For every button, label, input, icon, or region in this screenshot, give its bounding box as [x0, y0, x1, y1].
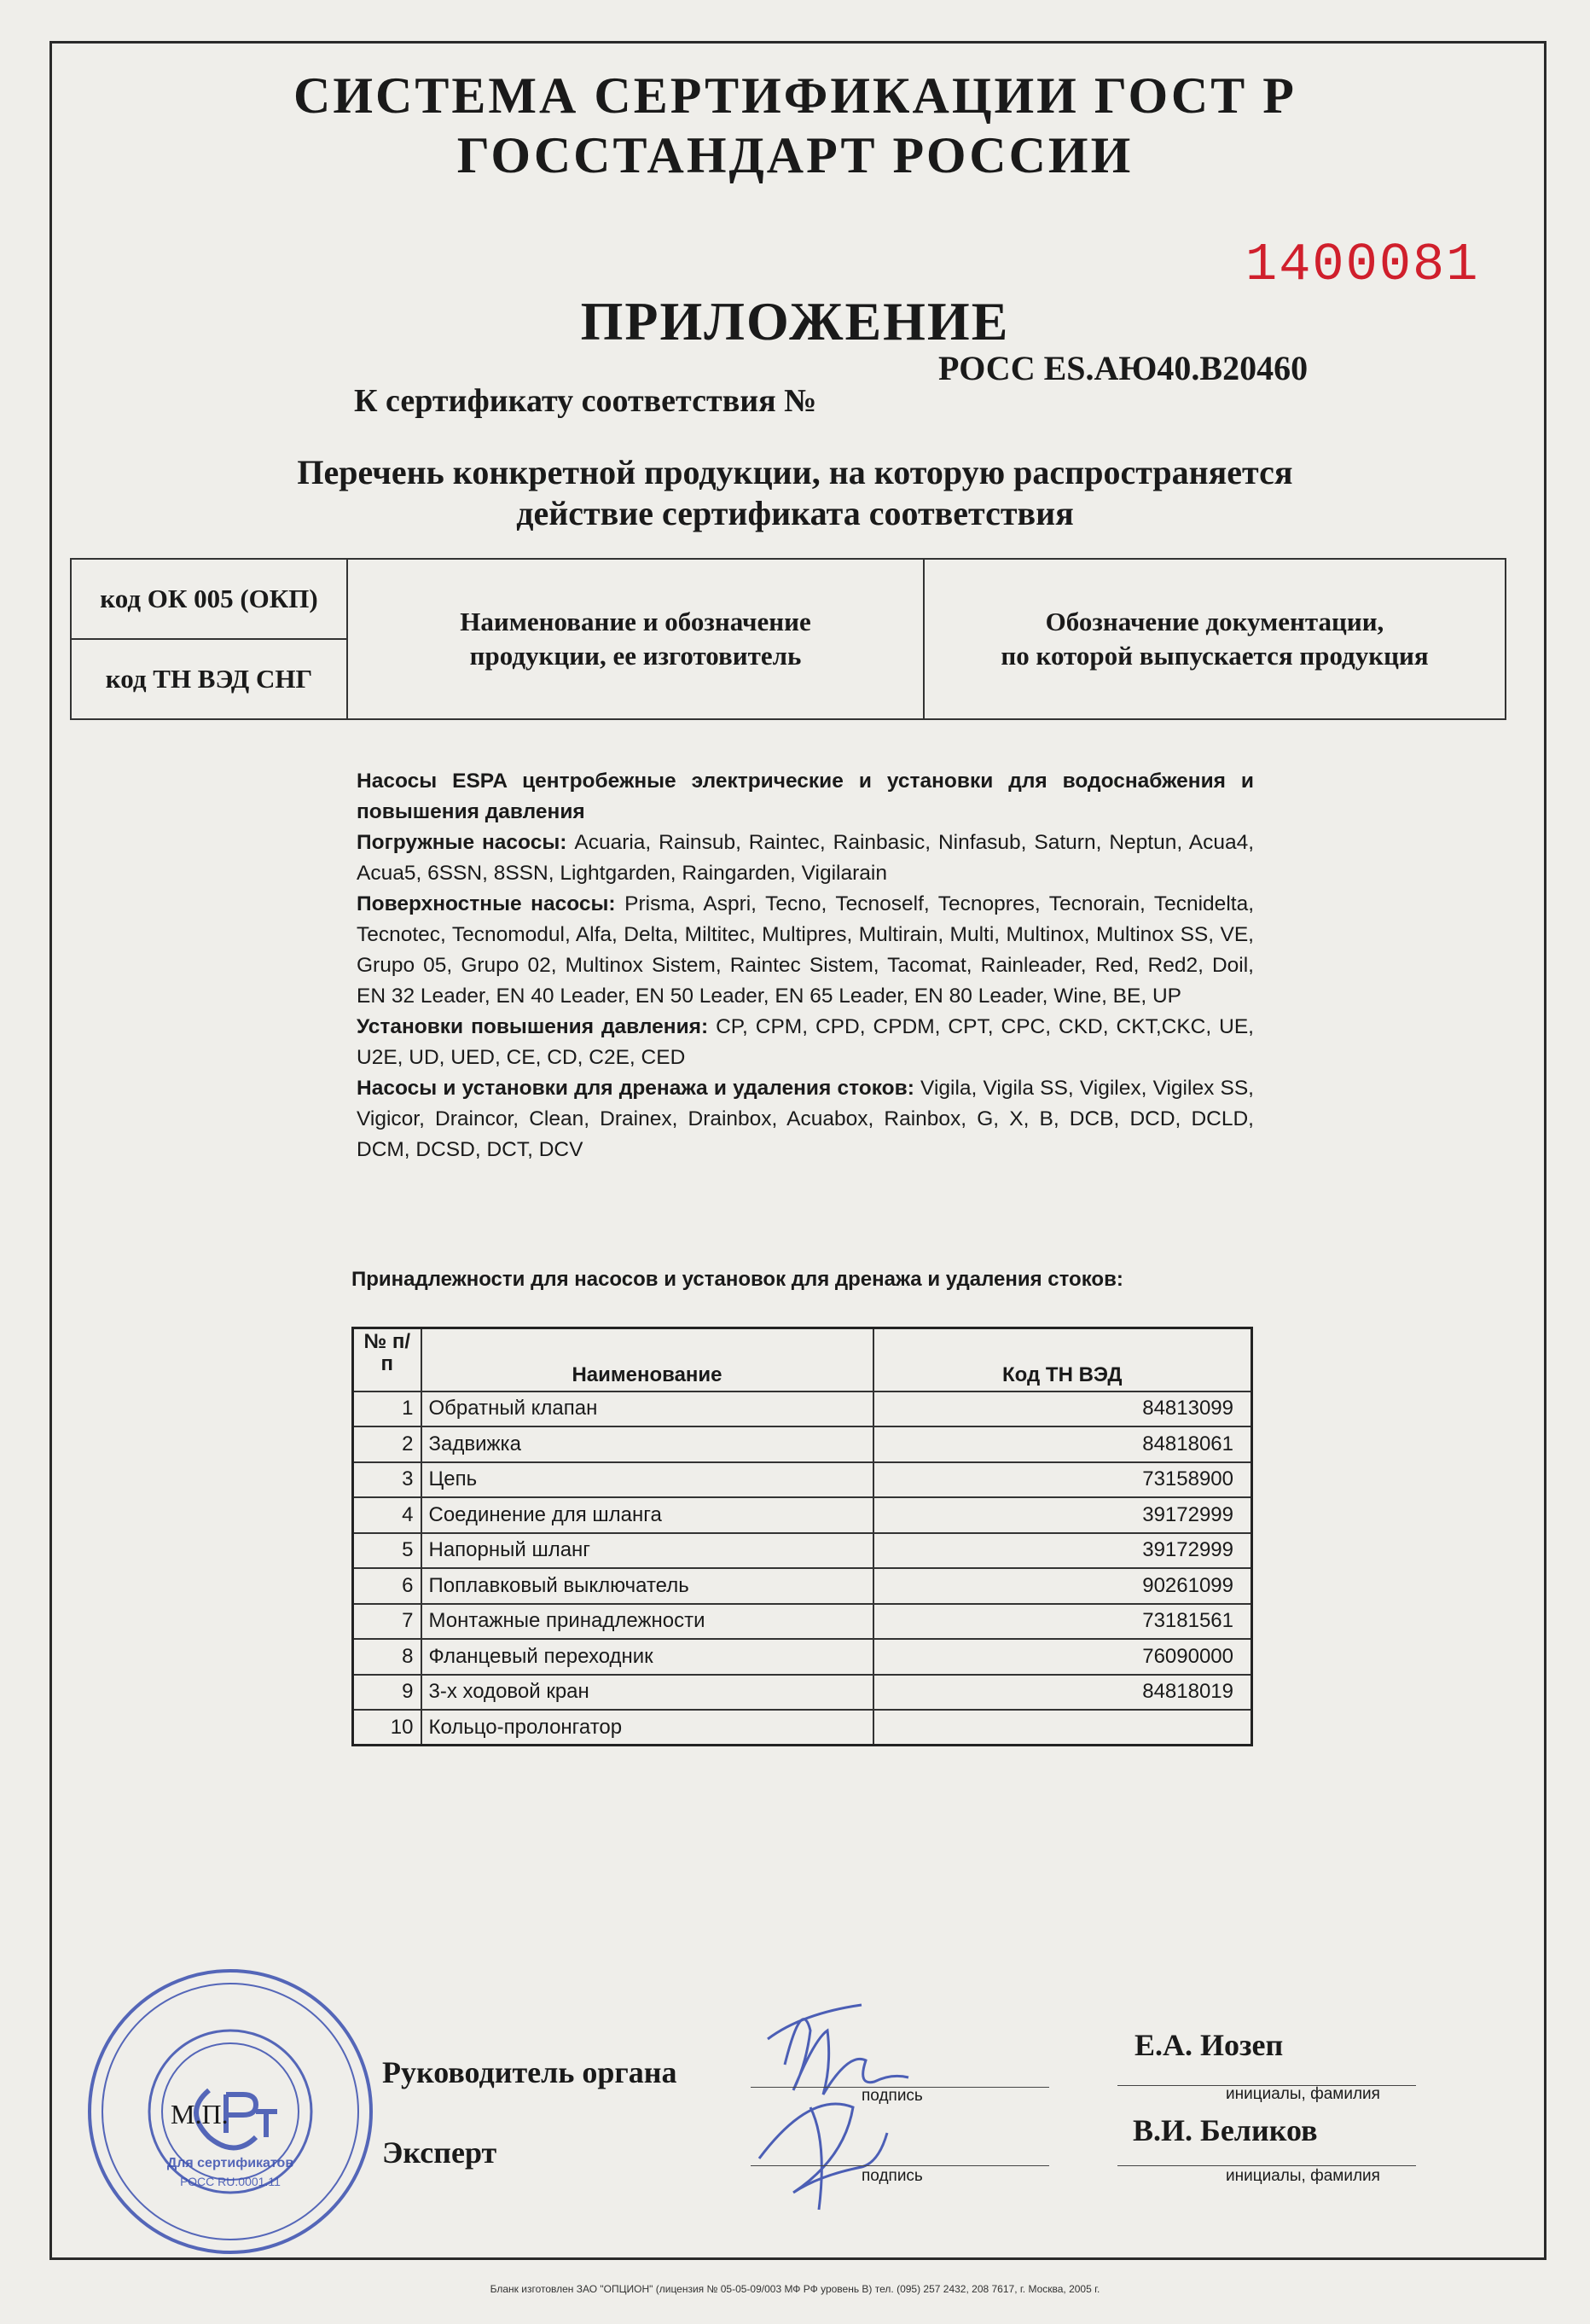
head-signature	[768, 2005, 908, 2095]
row-code	[873, 1710, 1252, 1746]
group-items: Prisma, Aspri, Tecno, Tecnoself, Tecnopres, Tecnorain, Tecnidelta, Tecnotec, Tecnomodul, Alfa, Delta, Miltitec, Multipres, Multirain, Multi, Multinox, Multinox SS, VE, Grupo 05, Grupo 02, Multinox Sistem, Raintec Sistem, Tacomat, Rainleader, Red, Red2, Doil, EN 32 Leader, EN 40 Leader, EN 50 Leader, EN 65 Leader, EN 80 Leader, Wine, BE, UP	[357, 892, 1254, 1008]
serial-number: 1400081	[1245, 235, 1480, 295]
row-code: 39172999	[873, 1497, 1252, 1533]
row-number: 7	[353, 1604, 421, 1640]
docs-header-line2: по которой выпускается продукция	[1001, 641, 1429, 671]
product-name-header	[348, 560, 923, 718]
head-name: Е.А. Иозеп	[1134, 2028, 1284, 2062]
col-code-header: Код ТН ВЭД	[873, 1328, 1252, 1391]
table-row	[353, 1639, 1252, 1675]
table-header-row	[353, 1328, 1252, 1391]
row-name: Задвижка	[421, 1426, 873, 1462]
row-name: Напорный шланг	[421, 1533, 873, 1569]
certification-stamp	[81, 1962, 380, 2261]
row-number: 8	[353, 1639, 421, 1675]
group-label: Установки повышения давления:	[357, 1015, 709, 1038]
okp-code-header: код ОК 005 (ОКП)	[100, 584, 318, 613]
col-number-header: № п/п	[353, 1328, 421, 1391]
product-group	[357, 889, 1254, 1012]
col-name-header: Наименование	[421, 1328, 873, 1391]
list-heading-line2: действие сертификата соответствия	[516, 494, 1074, 532]
group-items: Acuaria, Rainsub, Raintec, Rainbasic, Ninfasub, Saturn, Neptun, Acua4, Acua5, 6SSN, 8SSN, Lightgarden, Raingarden, Vigilarain	[357, 831, 1254, 885]
certificate-label: К сертификату соответствия №	[354, 383, 817, 419]
docs-header-line1: Обозначение документации,	[1045, 607, 1384, 636]
expert-name: В.И. Беликов	[1133, 2113, 1318, 2147]
table-row	[353, 1568, 1252, 1604]
table-row	[353, 1497, 1252, 1533]
product-group	[357, 1012, 1254, 1073]
group-label: Погружные насосы:	[357, 831, 567, 854]
table-row	[353, 1710, 1252, 1746]
row-code: 39172999	[873, 1533, 1252, 1569]
accessories-title: Принадлежности для насосов и установок для дренажа и удаления стоков:	[351, 1268, 1123, 1291]
row-code: 84818061	[873, 1426, 1252, 1462]
product-header-line2: продукции, ее изготовитель	[469, 641, 802, 671]
group-label: Поверхностные насосы:	[357, 892, 616, 915]
group-label: Насосы и установки для дренажа и удаления стоков:	[357, 1077, 914, 1100]
stamp-inner-text: Для сертификатов	[166, 2156, 294, 2170]
row-code: 76090000	[873, 1639, 1252, 1675]
row-name: Обратный клапан	[421, 1391, 873, 1427]
stamp-place-mark: М.П.	[171, 2099, 229, 2129]
row-number: 1	[353, 1391, 421, 1427]
table-row	[353, 1391, 1252, 1427]
row-name: Соединение для шланга	[421, 1497, 873, 1533]
form-footer: Бланк изготовлен ЗАО "ОПЦИОН" (лицензия № 05-05-09/003 МФ РФ уровень В) тел. (095) 257 2432, 208 7617, г. Москва, 2005 г.	[490, 2283, 1100, 2295]
expert-name-caption: инициалы, фамилия	[1226, 2167, 1380, 2185]
columns-header-table	[70, 558, 1506, 720]
product-group	[357, 828, 1254, 889]
row-name: 3-х ходовой кран	[421, 1675, 873, 1711]
product-description	[357, 766, 1254, 1165]
expert-signature	[759, 2104, 887, 2210]
table-row	[353, 1426, 1252, 1462]
group-items: CP, CPM, CPD, CPDM, CPT, CPC, CKD, CKT,CKC, UE, U2E, UD, UED, CE, CD, C2E, CED	[357, 1015, 1254, 1069]
table-row	[353, 1604, 1252, 1640]
agency-title: ГОССТАНДАРТ РОССИИ	[456, 127, 1134, 183]
row-code: 73181561	[873, 1604, 1252, 1640]
expert-signature-caption: подпись	[862, 2167, 923, 2185]
head-signature-caption: подпись	[862, 2087, 923, 2105]
product-header-line1: Наименование и обозначение	[460, 607, 811, 636]
row-number: 5	[353, 1533, 421, 1569]
row-name: Фланцевый переходник	[421, 1639, 873, 1675]
row-number: 3	[353, 1462, 421, 1498]
group-items: Vigila, Vigila SS, Vigilex, Vigilex SS, Vigicor, Draincor, Clean, Drainex, Drainbox, Acuabox, Rainbox, G, X, B, DCB, DCD, DCLD, DCM, DCSD, DCT, DCV	[357, 1077, 1254, 1161]
row-number: 9	[353, 1675, 421, 1711]
row-number: 6	[353, 1568, 421, 1604]
page-title: ПРИЛОЖЕНИЕ	[580, 291, 1010, 352]
row-code: 84813099	[873, 1391, 1252, 1427]
table-row	[353, 1675, 1252, 1711]
row-code: 90261099	[873, 1568, 1252, 1604]
system-title: СИСТЕМА СЕРТИФИКАЦИИ ГОСТ Р	[293, 67, 1297, 124]
row-name: Цепь	[421, 1462, 873, 1498]
row-name: Кольцо-пролонгатор	[421, 1710, 873, 1746]
tnved-code-header: код ТН ВЭД СНГ	[105, 664, 313, 694]
product-group	[357, 1073, 1254, 1165]
row-number: 4	[353, 1497, 421, 1533]
row-code: 84818019	[873, 1675, 1252, 1711]
row-name: Поплавковый выключатель	[421, 1568, 873, 1604]
head-of-body-label: Руководитель органа	[382, 2055, 677, 2089]
expert-signature-line	[751, 2165, 1049, 2166]
stamp-code: РОСС RU.0001.11	[180, 2175, 281, 2188]
certificate-number: РОСС ES.АЮ40.В20460	[938, 349, 1309, 387]
table-row	[353, 1462, 1252, 1498]
table-row	[353, 1533, 1252, 1569]
row-code: 73158900	[873, 1462, 1252, 1498]
expert-name-line	[1117, 2165, 1416, 2166]
expert-label: Эксперт	[382, 2135, 497, 2170]
row-number: 2	[353, 1426, 421, 1462]
accessories-table	[351, 1327, 1253, 1746]
documentation-header	[925, 560, 1505, 718]
row-name: Монтажные принадлежности	[421, 1604, 873, 1640]
list-heading-line1: Перечень конкретной продукции, на которую распространяется	[297, 453, 1293, 491]
product-intro: Насосы ESPA центробежные электрические и установки для водоснабжения и повышения давления	[357, 770, 1254, 823]
head-name-caption: инициалы, фамилия	[1226, 2085, 1380, 2103]
row-number: 10	[353, 1710, 421, 1746]
